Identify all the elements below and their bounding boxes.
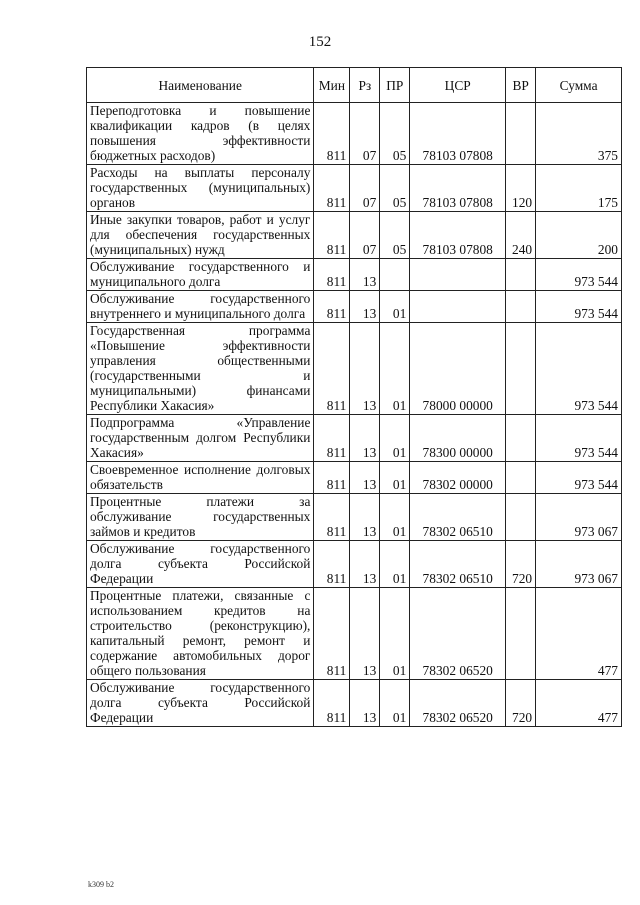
cell-vr <box>506 259 536 291</box>
cell-rz: 13 <box>350 541 380 588</box>
cell-min: 811 <box>314 212 350 259</box>
cell-rz: 13 <box>350 462 380 494</box>
cell-csr: 78103 07808 <box>410 165 506 212</box>
cell-rz: 13 <box>350 680 380 727</box>
cell-pr: 01 <box>380 494 410 541</box>
cell-pr: 01 <box>380 680 410 727</box>
cell-min: 811 <box>314 415 350 462</box>
cell-pr: 05 <box>380 103 410 165</box>
cell-rz: 07 <box>350 212 380 259</box>
cell-min: 811 <box>314 588 350 680</box>
header-pr: ПР <box>380 68 410 103</box>
cell-name: Подпрограмма «Управление государственным долгом Республики Хакасия» <box>87 415 314 462</box>
table-row <box>87 494 622 541</box>
table-row <box>87 103 622 165</box>
table-row <box>87 212 622 259</box>
cell-name: Обслуживание государственного долга субъекта Российской Федерации <box>87 680 314 727</box>
table-row <box>87 415 622 462</box>
cell-sum: 973 067 <box>536 494 622 541</box>
table-row <box>87 323 622 415</box>
cell-name: Процентные платежи, связанные с использованием кредитов на строительство (реконструкцию), капитальный ремонт, ремонт и содержание автомобильных дорог общего пользования <box>87 588 314 680</box>
cell-sum: 175 <box>536 165 622 212</box>
cell-min: 811 <box>314 680 350 727</box>
cell-rz: 13 <box>350 323 380 415</box>
cell-name: Государственная программа «Повышение эффективности управления общественными (государственными и муниципальными) финансами Республики Хакасия» <box>87 323 314 415</box>
cell-csr: 78302 06520 <box>410 588 506 680</box>
cell-name: Обслуживание государственного и муниципального долга <box>87 259 314 291</box>
cell-min: 811 <box>314 165 350 212</box>
cell-rz: 07 <box>350 103 380 165</box>
table-row <box>87 462 622 494</box>
cell-rz: 13 <box>350 291 380 323</box>
table-row <box>87 259 622 291</box>
cell-csr: 78302 06510 <box>410 494 506 541</box>
cell-pr: 01 <box>380 462 410 494</box>
cell-pr: 05 <box>380 165 410 212</box>
cell-vr <box>506 462 536 494</box>
cell-name: Переподготовка и повышение квалификации кадров (в целях повышения эффективности бюджетных расходов) <box>87 103 314 165</box>
cell-min: 811 <box>314 323 350 415</box>
cell-min: 811 <box>314 291 350 323</box>
header-min: Мин <box>314 68 350 103</box>
header-vr: ВР <box>506 68 536 103</box>
cell-name: Своевременное исполнение долговых обязательств <box>87 462 314 494</box>
cell-csr: 78302 06510 <box>410 541 506 588</box>
cell-sum: 477 <box>536 588 622 680</box>
cell-pr: 01 <box>380 588 410 680</box>
cell-pr: 01 <box>380 541 410 588</box>
table-row <box>87 588 622 680</box>
cell-min: 811 <box>314 494 350 541</box>
cell-pr: 01 <box>380 323 410 415</box>
cell-vr <box>506 103 536 165</box>
cell-csr <box>410 259 506 291</box>
cell-sum: 973 544 <box>536 462 622 494</box>
cell-sum: 973 544 <box>536 415 622 462</box>
cell-pr: 01 <box>380 415 410 462</box>
header-sum: Сумма <box>536 68 622 103</box>
table-header-row <box>87 68 622 103</box>
table-row <box>87 165 622 212</box>
table-row <box>87 680 622 727</box>
cell-vr: 240 <box>506 212 536 259</box>
cell-vr: 120 <box>506 165 536 212</box>
cell-csr: 78302 06520 <box>410 680 506 727</box>
cell-name: Обслуживание государственного внутреннего и муниципального долга <box>87 291 314 323</box>
cell-pr <box>380 259 410 291</box>
footer-code: k309 b2 <box>88 880 114 889</box>
cell-sum: 375 <box>536 103 622 165</box>
cell-vr: 720 <box>506 680 536 727</box>
cell-name: Обслуживание государственного долга субъекта Российской Федерации <box>87 541 314 588</box>
cell-min: 811 <box>314 259 350 291</box>
cell-sum: 973 544 <box>536 291 622 323</box>
cell-name: Иные закупки товаров, работ и услуг для обеспечения государственных (муниципальных) нужд <box>87 212 314 259</box>
table-row <box>87 541 622 588</box>
cell-pr: 01 <box>380 291 410 323</box>
cell-name: Расходы на выплаты персоналу государственных (муниципальных) органов <box>87 165 314 212</box>
cell-rz: 13 <box>350 415 380 462</box>
cell-csr: 78302 00000 <box>410 462 506 494</box>
cell-csr: 78103 07808 <box>410 212 506 259</box>
cell-rz: 13 <box>350 494 380 541</box>
cell-sum: 200 <box>536 212 622 259</box>
cell-min: 811 <box>314 103 350 165</box>
cell-csr: 78300 00000 <box>410 415 506 462</box>
cell-csr <box>410 291 506 323</box>
budget-table <box>86 67 622 727</box>
header-csr: ЦСР <box>410 68 506 103</box>
cell-rz: 13 <box>350 259 380 291</box>
cell-vr <box>506 415 536 462</box>
cell-name: Процентные платежи за обслуживание государственных займов и кредитов <box>87 494 314 541</box>
cell-rz: 07 <box>350 165 380 212</box>
page-number: 152 <box>308 34 332 50</box>
header-name: Наименование <box>87 68 314 103</box>
cell-sum: 477 <box>536 680 622 727</box>
cell-pr: 05 <box>380 212 410 259</box>
cell-min: 811 <box>314 462 350 494</box>
table-row <box>87 291 622 323</box>
cell-rz: 13 <box>350 588 380 680</box>
cell-sum: 973 544 <box>536 323 622 415</box>
cell-min: 811 <box>314 541 350 588</box>
header-rz: Рз <box>350 68 380 103</box>
cell-csr: 78000 00000 <box>410 323 506 415</box>
cell-csr: 78103 07808 <box>410 103 506 165</box>
cell-sum: 973 544 <box>536 259 622 291</box>
cell-vr <box>506 291 536 323</box>
cell-vr <box>506 588 536 680</box>
cell-vr: 720 <box>506 541 536 588</box>
cell-vr <box>506 323 536 415</box>
cell-sum: 973 067 <box>536 541 622 588</box>
cell-vr <box>506 494 536 541</box>
